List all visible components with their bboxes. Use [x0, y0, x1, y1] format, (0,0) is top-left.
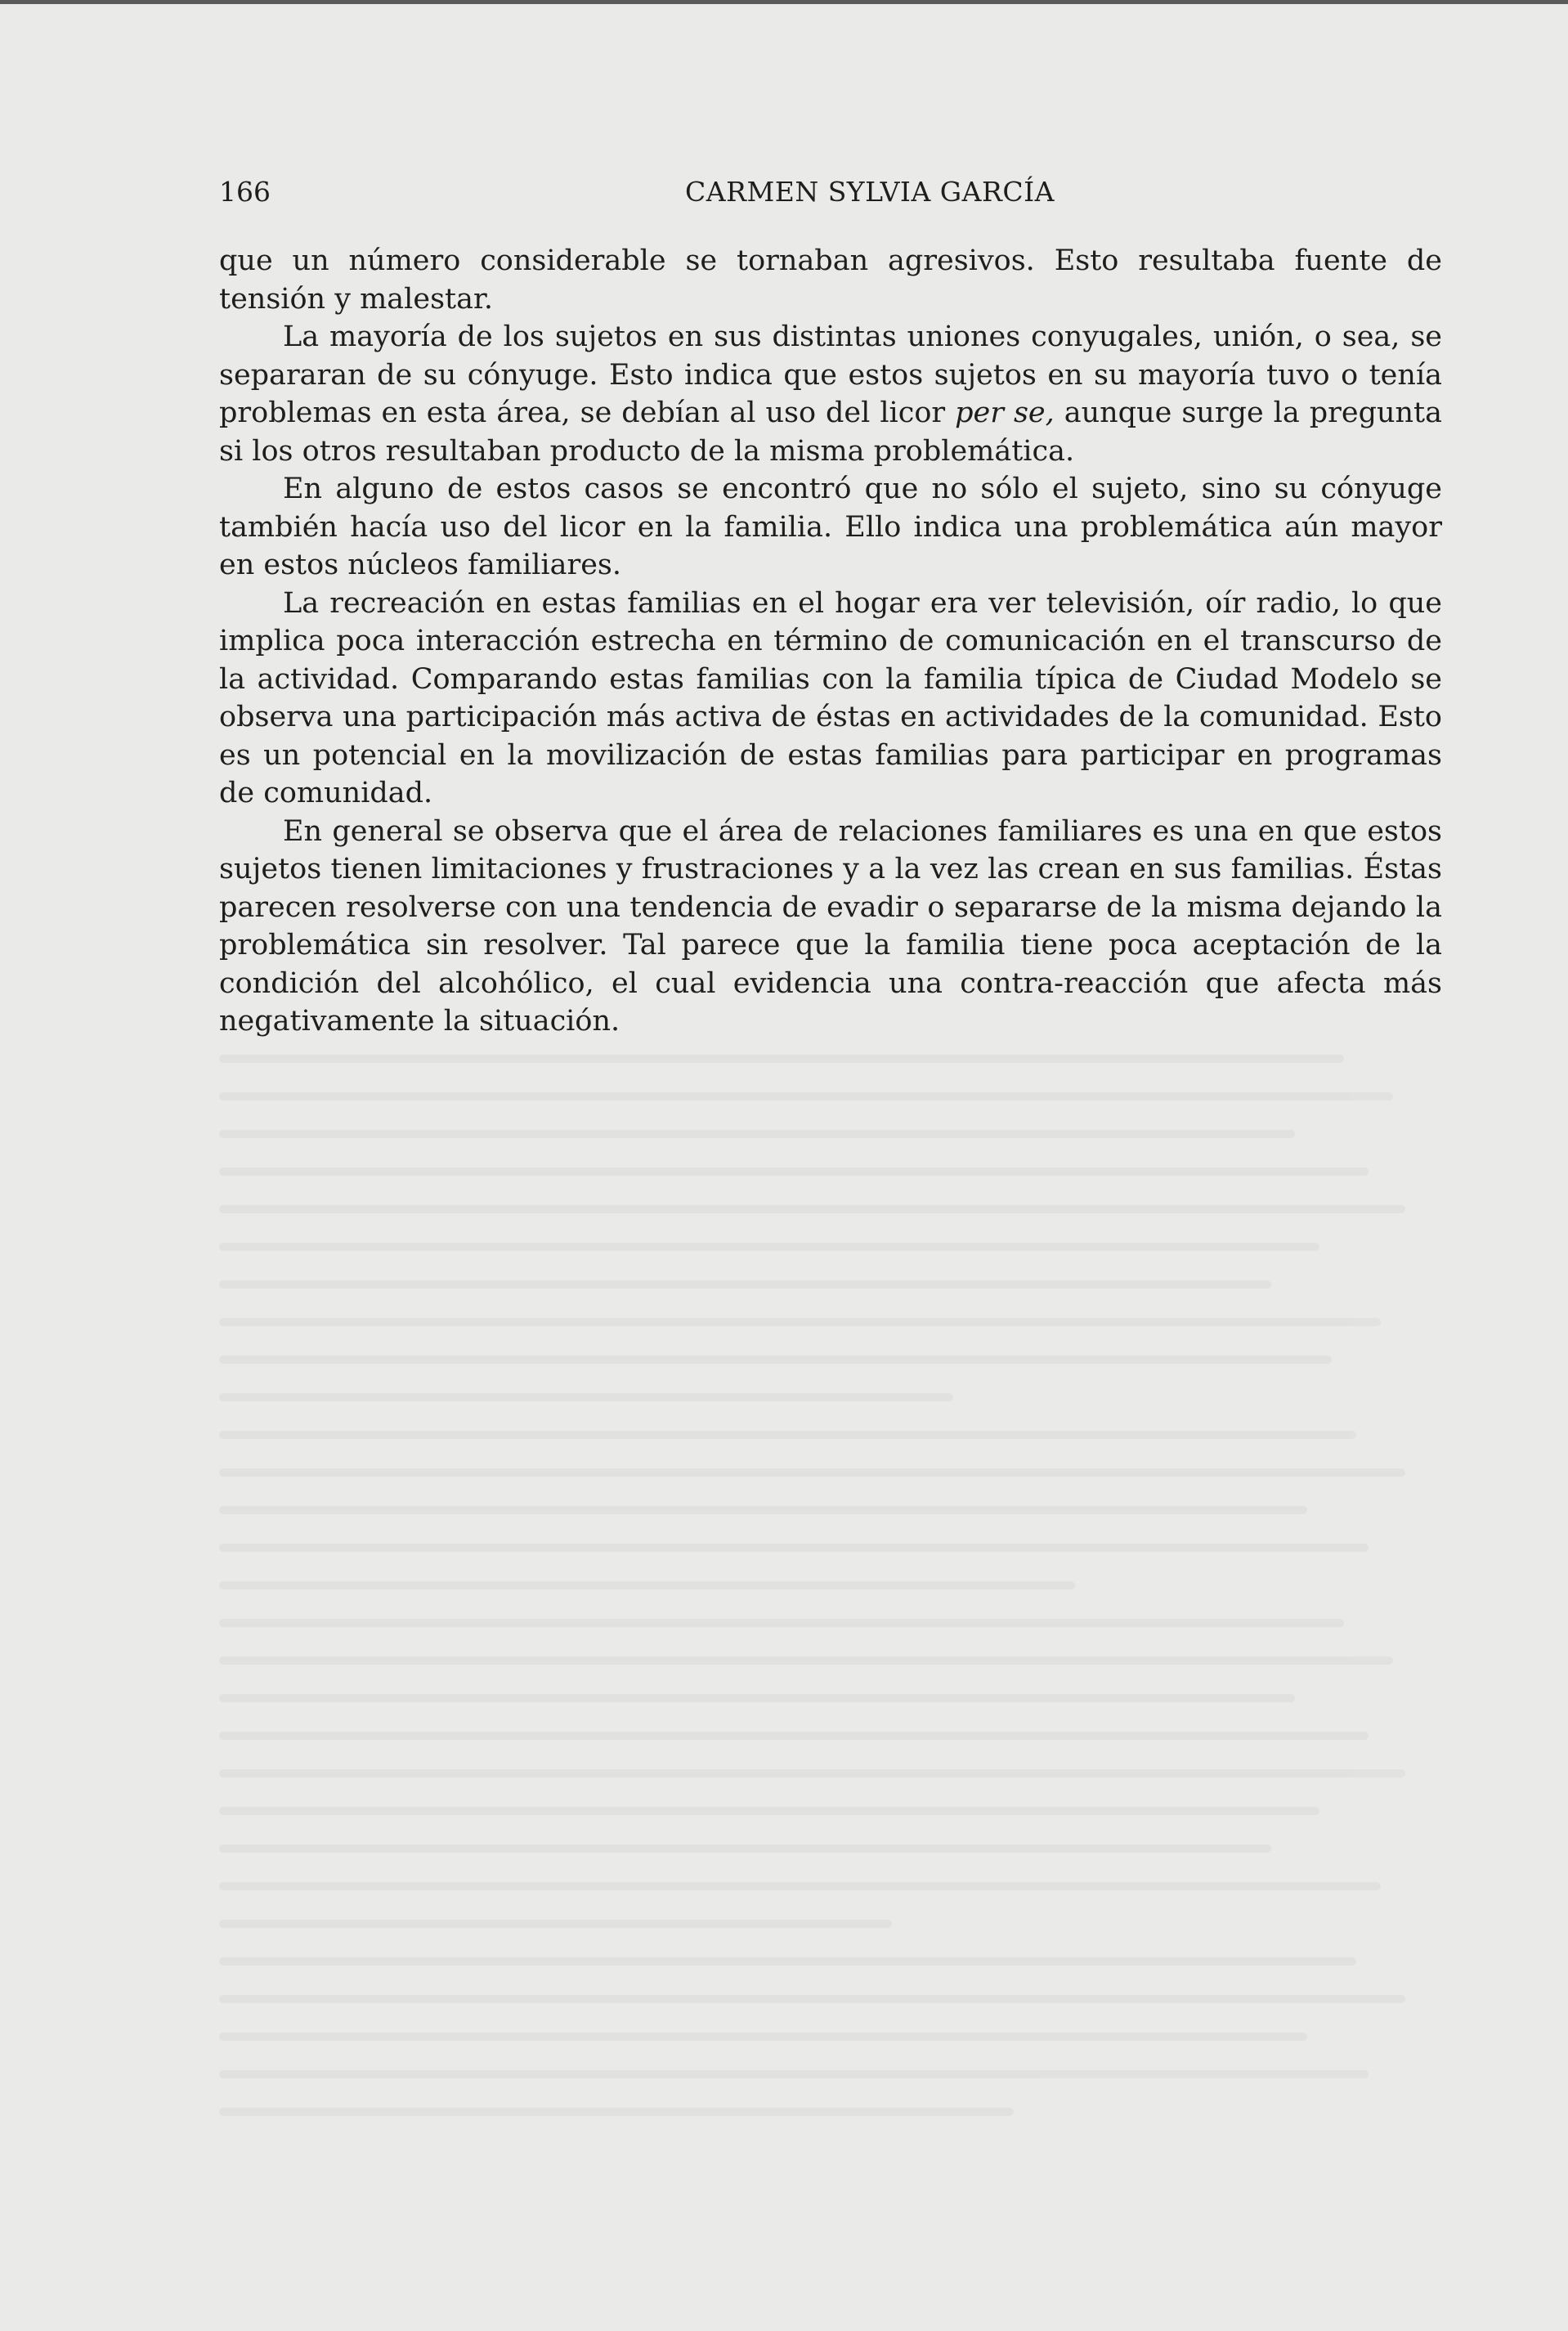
paragraph: En general se observa que el área de relaciones familiares es una en que estos sujetos tienen limitaciones y frustraciones y a la vez las crean en sus familias. Éstas parecen resolverse con una tendencia de evadir o separarse de la misma dejando la problemática sin resolver. Tal parece que la familia tiene poca aceptación de la condición del alcohólico, el cual evidencia una contra-reacción que afecta más negativamente la situación.: [219, 814, 1442, 1038]
paragraph-text: aunque surge la pregunta si los otros resultaban producto de la misma problemática.: [219, 397, 1442, 468]
running-head: CARMEN SYLVIA GARCÍA: [685, 176, 1055, 208]
body-text: [219, 242, 1442, 1041]
page-number: 166: [219, 176, 271, 208]
show-through-texture: [219, 1055, 1442, 2199]
paragraph: [219, 318, 1442, 470]
page-header: [219, 172, 1442, 213]
page-top-edge: [0, 0, 1568, 4]
paragraph: que un número considerable se tornaban agresivos. Esto resultaba fuente de tensión y malestar.: [219, 244, 1442, 316]
paragraph-text: La mayoría de los sujetos en sus distintas uniones conyugales, unión, o sea, se separaran de su cónyuge. Esto indica que estos sujetos en su mayoría tuvo o tenía problemas en esta área, se debían al uso del licor: [219, 321, 1442, 429]
paragraph: La recreación en estas familias en el hogar era ver televisión, oír radio, lo que implica poca interacción estrecha en término de comunicación en el transcurso de la actividad. Comparando estas familias con la familia típica de Ciudad Modelo se observa una participación más activa de éstas en actividades de la comunidad. Esto es un potencial en la movilización de estas familias para participar en programas de comunidad.: [219, 586, 1442, 809]
italic-phrase: per se,: [955, 397, 1055, 429]
paragraph: En alguno de estos casos se encontró que no sólo el sujeto, sino su cónyuge también hacía uso del licor en la familia. Ello indica una problemática aún mayor en estos núcleos familiares.: [219, 473, 1442, 581]
